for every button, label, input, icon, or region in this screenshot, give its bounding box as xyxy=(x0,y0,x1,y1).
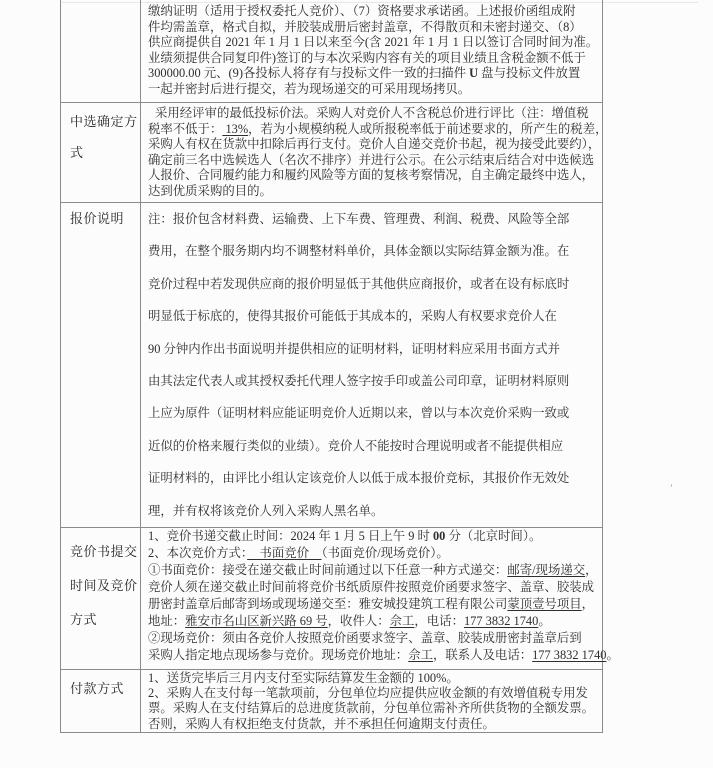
text-line xyxy=(148,235,599,267)
text-line xyxy=(148,528,619,545)
text-segment: 供应商提供自 2021 年 1 月 1 日以来至今(含 2021 年 1 月 1 日以签订合同时间为准。 xyxy=(148,35,599,49)
table-row-requirements-continued xyxy=(61,0,602,103)
row-content-cell xyxy=(141,0,602,102)
text-line xyxy=(70,535,140,569)
text-segment: 2、采购人在支付每一笔款项前，分包单位均应提供应收金额的有效增值税专用发 xyxy=(148,686,588,701)
text-line xyxy=(148,168,607,184)
scan-artifact-mark: ’ xyxy=(670,483,673,493)
text-segment: 1、竞价书递交截止时间：2024 年 1 月 5 日上午 9 时 xyxy=(148,529,433,543)
text-segment: 件均需盖章，格式自拟，并胶装成册后密封盖章，不得散页和未密封递交、（8） xyxy=(148,19,582,34)
text-segment: 否则，采购人有权拒绝支付货款，并不承担任何逾期支付责任。 xyxy=(148,716,495,731)
table-row-selection-method xyxy=(61,103,608,203)
text-line xyxy=(148,430,599,462)
text-segment: 盘与投标文件放置 xyxy=(478,66,581,80)
text-line xyxy=(148,106,607,122)
text-line xyxy=(148,333,599,365)
text-segment: 。 xyxy=(538,614,551,628)
text-segment: 报价说明 xyxy=(70,211,125,226)
table-row-payment-method xyxy=(61,670,602,733)
row-label-cell xyxy=(61,203,141,527)
underlined-text: 13% xyxy=(222,121,249,136)
table-row-quotation-notes xyxy=(61,203,602,528)
text-line xyxy=(148,137,607,153)
text-line xyxy=(148,630,619,647)
text-segment: 由其法定代表人或其授权委托代理人签字按手印或盖公司印章，证明材料原则 xyxy=(148,374,570,389)
text-segment: 300000.00 元、(9)各投标人将存有与投标文件一致的扫描件 xyxy=(148,66,470,80)
text-segment: 时间及竞价 xyxy=(70,578,138,593)
text-line xyxy=(148,671,599,686)
underlined-text: 邮寄/现场递交 xyxy=(507,563,586,577)
row-label-cell xyxy=(61,528,141,669)
row-content-cell xyxy=(141,103,610,202)
text-segment: ，联系人及电话： xyxy=(432,648,533,662)
text-line xyxy=(148,579,619,596)
text-line xyxy=(148,545,619,562)
text-line xyxy=(70,603,140,637)
text-line xyxy=(148,596,619,613)
text-line xyxy=(148,462,599,494)
text-line xyxy=(148,153,607,169)
text-line xyxy=(148,717,599,732)
text-line xyxy=(148,203,599,235)
text-segment: 方式 xyxy=(70,612,98,627)
text-segment: ，电话： xyxy=(414,614,464,628)
row-content-cell xyxy=(141,203,602,527)
row-label-cell xyxy=(61,103,141,202)
text-segment: ①书面竞价：接受在递交截止时间前通过以下任意一种方式递交： xyxy=(148,563,508,577)
text-line xyxy=(148,268,599,300)
underlined-text: 蒙顶壹号项目 xyxy=(507,597,582,611)
text-segment: 竞价人须在递交截止时间前将竞价书纸质原件按照竞价函要求签字、盖章、胶装成 xyxy=(148,580,595,594)
text-line xyxy=(148,562,619,579)
row-label-cell xyxy=(61,0,141,102)
text-line xyxy=(148,365,599,397)
text-line xyxy=(70,106,140,137)
text-line xyxy=(148,66,599,82)
text-line xyxy=(148,686,599,701)
text-segment: 式 xyxy=(70,145,84,160)
text-segment: U xyxy=(469,66,479,80)
row-content-cell xyxy=(141,528,622,669)
text-line xyxy=(70,679,140,699)
text-segment: 注：报价包含材料费、运输费、上下车费、管理费、利润、税费、风险等全部 xyxy=(148,212,570,226)
text-line xyxy=(148,4,599,20)
underlined-text: 177 3832 1740 xyxy=(463,614,539,628)
row-label-cell xyxy=(61,670,141,732)
text-segment: 一起并密封后进行提交，若为现场递交的可采用现场拷贝。 xyxy=(148,81,471,96)
text-segment: 册密封盖章后邮寄到场或现场递交至：雅安城投建筑工程有限公司 xyxy=(148,597,508,611)
underlined-text: 雅安市名山区新兴路 69 号 xyxy=(185,614,328,628)
text-line xyxy=(148,35,599,51)
bidding-info-table xyxy=(60,0,619,733)
text-segment: 。 xyxy=(606,648,619,662)
text-line xyxy=(148,20,599,36)
text-segment: 上应为原件（证明材料应能证明竞价人近期以来，曾以与本次竞价采购一致或 xyxy=(148,406,570,421)
text-segment: 00 xyxy=(432,529,446,543)
text-line xyxy=(148,647,619,664)
text-segment: 采购人有权在货款中扣除后再行支付。竞价人自递交竞价书起，视为接受此要约）， xyxy=(148,137,601,151)
text-segment: ②现场竞价：须由各竞价人按照竞价函要求签字、盖章、胶装成册密封盖章后到 xyxy=(148,631,582,645)
text-segment: 明显低于标底的，使得其报价可能低于其成本的，采购人有权要求竞价人在 xyxy=(148,309,557,324)
text-segment: 理，并有权将该竞价人列入采购人黑名单。 xyxy=(148,503,384,518)
row-content-cell xyxy=(141,670,602,732)
text-segment: 人报价、合同履约能力和履约风险等方面的复核考察情况，自主确定最终中选人， xyxy=(148,168,595,182)
text-segment: （书面竞价/现场竞价）。 xyxy=(321,546,449,560)
text-segment: 中选确定方 xyxy=(70,114,138,129)
underlined-text: 177 3832 1740 xyxy=(532,648,607,662)
text-segment: 近似的价格来履行类似的业绩）。竞价人不能按时合理说明或者不能提供相应 xyxy=(148,438,564,453)
text-segment: 税率不低于： xyxy=(148,121,223,136)
text-line xyxy=(70,569,140,603)
text-segment: 缴纳证明（适用于授权委托人竞价）、（7）资格要求承诺函。上述报价函组成附 xyxy=(148,4,576,18)
text-segment: 竞价书提交 xyxy=(70,544,138,559)
text-segment: 采购人指定地点现场参与竞价。现场竞价地址： xyxy=(148,648,409,662)
text-segment: ，若为小规模纳税人或所报税率低于前述要求的，所产生的税差， xyxy=(248,121,608,136)
text-line xyxy=(70,209,140,229)
text-segment: 证明材料的，由评比小组认定该竞价人以低于成本报价竞标，其报价作无效处 xyxy=(148,471,570,486)
text-line xyxy=(148,300,599,332)
underlined-text: 佘工 xyxy=(408,648,433,662)
text-segment: ，收件人： xyxy=(327,614,390,628)
text-line xyxy=(148,51,599,67)
text-line xyxy=(148,613,619,630)
text-segment: 确定前三名中选候选人（名次不排序）并进行公示。在公示结束后结合对中选候选 xyxy=(148,152,595,167)
text-line xyxy=(148,397,599,429)
text-segment: ， xyxy=(585,563,598,577)
text-segment: 业绩须提供合同复印件)签订的与本次采购内容有关的项目业绩且含税金额不低于 xyxy=(148,50,586,65)
text-line xyxy=(148,495,599,527)
text-segment: 1、送货完毕后三月内支付至实际结算发生金额的 100%。 xyxy=(148,671,459,685)
text-segment: ， xyxy=(581,597,595,611)
text-segment: 2、本次竞价方式： xyxy=(148,546,248,560)
text-segment: 分（北京时间）。 xyxy=(445,529,542,543)
text-segment: 达到优质采购的目的。 xyxy=(148,183,272,198)
table-row-submission-time-method xyxy=(61,528,619,670)
text-segment: 费用，在整个服务期内均不调整材料单价，具体金额以实际结算金额为准。在 xyxy=(148,244,570,259)
text-line xyxy=(148,184,607,200)
text-line xyxy=(70,137,140,168)
underlined-text: 佘工 xyxy=(389,614,415,628)
text-segment: 票。采购人在支付结算后的总进度货款前，分包单位需补齐所供货物的全额发票。 xyxy=(148,701,595,716)
text-segment: 地址： xyxy=(148,614,186,628)
text-segment: 采用经评审的最低投标价法。采购人对竞价人不含税总价进行评比（注：增值税 xyxy=(155,106,589,120)
text-line xyxy=(148,82,599,98)
underlined-text: 书面竞价 xyxy=(247,546,322,560)
text-line xyxy=(148,701,599,716)
text-segment: 付款方式 xyxy=(70,681,125,696)
text-line xyxy=(148,122,607,138)
text-segment: 90 分钟内作出书面说明并提供相应的证明材料，证明材料应采用书面方式并 xyxy=(148,341,560,356)
text-segment: 竞价过程中若发现供应商的报价明显低于其他供应商报价，或者在设有标底时 xyxy=(148,276,570,291)
